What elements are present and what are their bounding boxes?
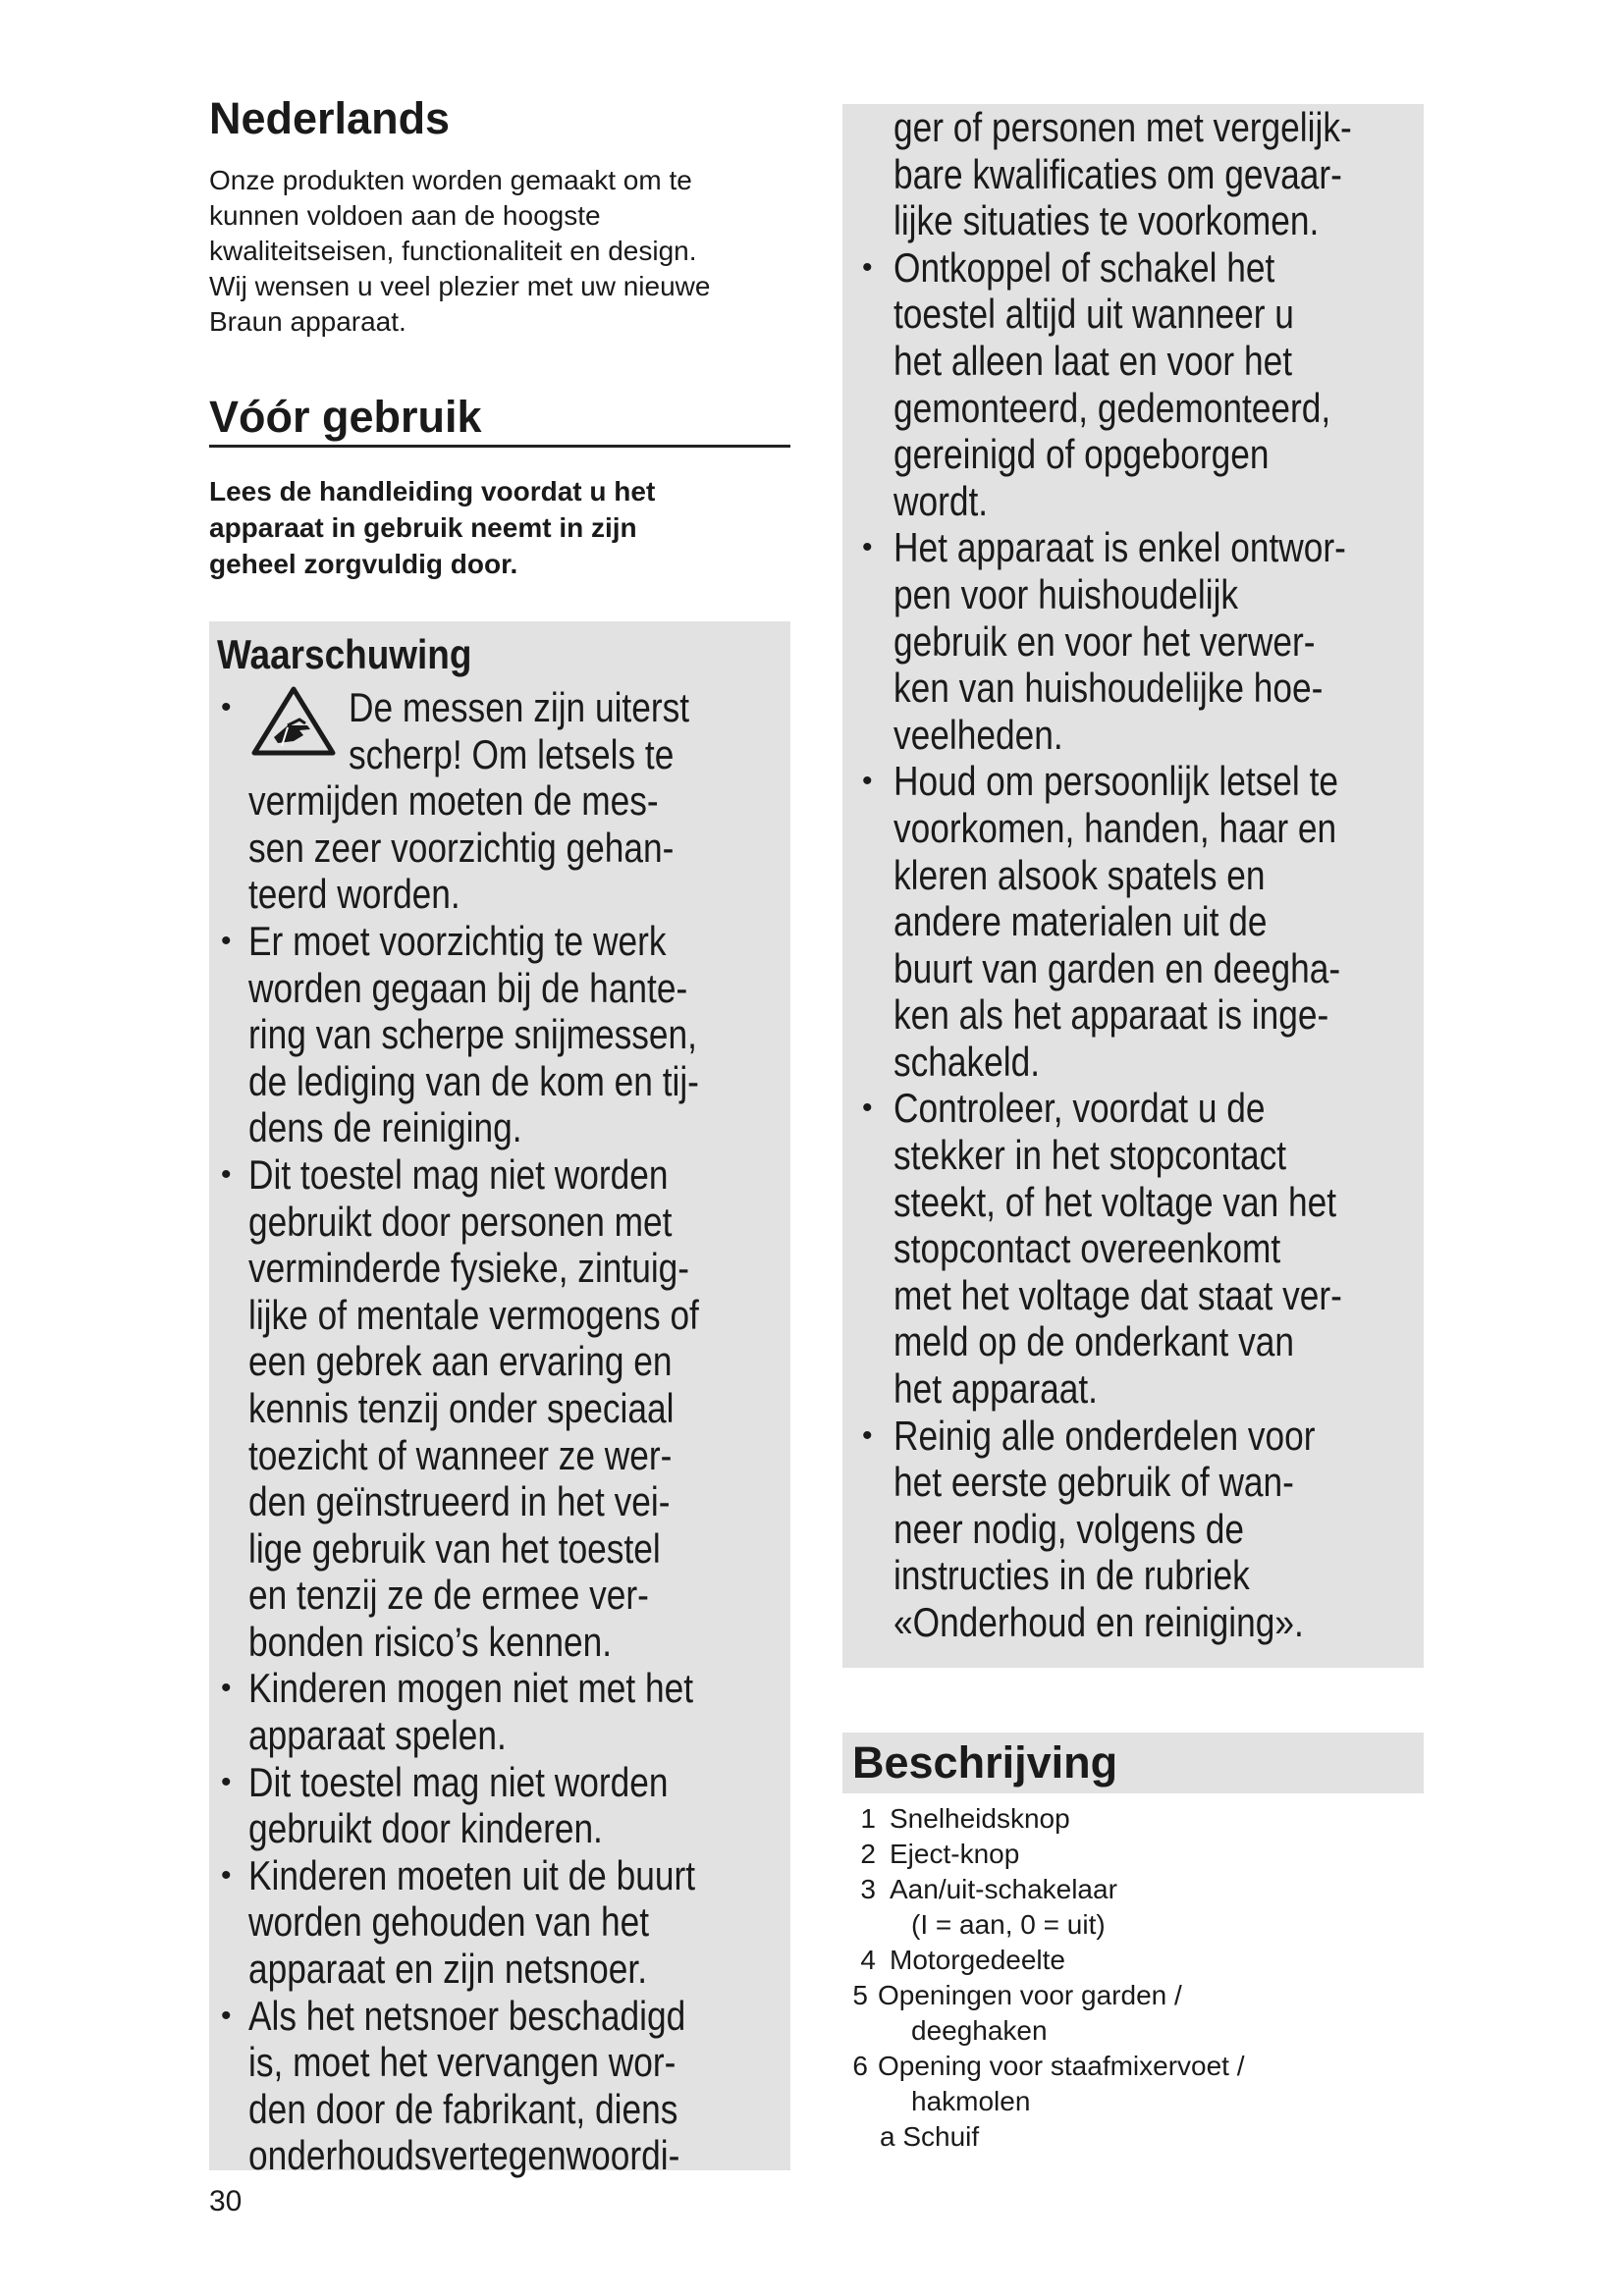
language-title: Nederlands [209, 93, 451, 143]
entry-number: 5 [852, 1980, 868, 2010]
warning-line: dens de reiniging. [248, 1104, 522, 1151]
warning-line: Er moet voorzichtig te werk [248, 917, 667, 964]
warning-line: het alleen laat en voor het [893, 337, 1293, 384]
entry-text: hakmolen [911, 2086, 1031, 2116]
warning-line: schakeld. [893, 1038, 1041, 1085]
warning-line: vermijden moeten de mes- [248, 777, 659, 825]
warning-line: stopcontact overeenkomt [893, 1225, 1281, 1272]
bullet: • [862, 250, 873, 284]
description-subentry [842, 2119, 1424, 2155]
warning-line: apparaat spelen. [248, 1712, 507, 1759]
warning-line: sen zeer voorzichtig gehan- [248, 824, 675, 871]
entry-text: deeghaken [911, 2015, 1048, 2046]
warning-line: den door de fabrikant, diens [248, 2085, 678, 2132]
description-entry [842, 2049, 1424, 2084]
intro-line: kwaliteitseisen, functionaliteit en design. [209, 235, 697, 266]
warning-text [248, 1665, 781, 1758]
entry-number: 2 [860, 1839, 876, 1869]
entry-text: Eject-knop [890, 1839, 1020, 1869]
warning-line: lijke situaties te voorkomen. [893, 197, 1320, 244]
bullet: • [221, 1858, 232, 1892]
warning-line: het apparaat. [893, 1365, 1098, 1413]
warning-item [852, 1413, 1414, 1646]
entry-text: a Schuif [880, 2121, 980, 2152]
warning-line: gemonteerd, gedemonteerd, [893, 384, 1331, 431]
warning-line: scherp! Om letsels te [349, 730, 675, 777]
entry-text: Motorgedeelte [890, 1945, 1066, 1975]
warning-line: buurt van garden en deegha- [893, 944, 1341, 991]
warning-first-lines [349, 684, 754, 777]
warning-line: steekt, of het voltage van het [893, 1178, 1337, 1225]
bullet: • [862, 531, 873, 564]
warning-line: lige gebruik van het toestel [248, 1524, 661, 1572]
warning-line: voorkomen, handen, haar en [893, 804, 1337, 851]
warning-item [217, 1852, 781, 1993]
warning-line: een gebrek aan ervaring en [248, 1338, 673, 1385]
entry-number: 4 [860, 1945, 876, 1975]
warning-line: onderhoudsvertegenwoordi- [248, 2132, 680, 2179]
lead-line: apparaat in gebruik neemt in zijn [209, 512, 637, 543]
description-entry [842, 1872, 1424, 1907]
entry-text: Openingen voor garden / [878, 1980, 1182, 2010]
description-title: Beschrijving [842, 1733, 1424, 1793]
warning-item [852, 758, 1414, 1085]
warning-line: pen voor huishoudelijk [893, 570, 1239, 617]
warning-line: meld op de onderkant van [893, 1318, 1294, 1365]
warning-line: Dit toestel mag niet worden [248, 1758, 669, 1805]
warning-line: stekker in het stopcontact [893, 1132, 1287, 1179]
warning-item [217, 918, 781, 1151]
entry-text: Opening voor staafmixervoet / [878, 2051, 1245, 2081]
warning-list [217, 684, 781, 2179]
warning-continuation [852, 104, 1414, 244]
warning-hand-icon [248, 684, 339, 759]
entry-number: 3 [860, 1874, 876, 1904]
warning-line: ring van scherpe snijmessen, [248, 1011, 697, 1058]
warning-text [248, 1151, 781, 1666]
warning-line: instructies in de rubriek [893, 1552, 1250, 1599]
warning-line: bare kwalificaties om gevaar- [893, 150, 1342, 197]
entry-text: Snelheidsknop [890, 1803, 1070, 1834]
warning-line: Houd om persoonlijk letsel te [893, 758, 1338, 805]
lead-line: Lees de handleiding voordat u het [209, 476, 656, 507]
bullet: • [221, 691, 232, 723]
warning-line: verminderde fysieke, zintuig- [248, 1245, 690, 1292]
warning-text [248, 1852, 781, 1993]
warning-line: gebruikt door personen met [248, 1198, 673, 1245]
bullet: • [862, 765, 873, 798]
warning-text [248, 777, 781, 918]
bullet: • [221, 1765, 232, 1798]
warning-line: lijke of mentale vermogens of [248, 1291, 699, 1338]
warning-line: worden gehouden van het [248, 1898, 650, 1946]
warning-item [852, 244, 1414, 525]
warning-line: Kinderen moeten uit de buurt [248, 1851, 696, 1898]
warning-item [852, 524, 1414, 758]
warning-line: met het voltage dat staat ver- [893, 1271, 1342, 1318]
warning-line: Ontkoppel of schakel het [893, 243, 1275, 291]
left-column [209, 93, 790, 2179]
warning-line: De messen zijn uiterst [349, 684, 690, 730]
warning-line: is, moet het vervangen wor- [248, 2039, 677, 2086]
warning-item [217, 1151, 781, 1666]
warning-line: andere materialen uit de [893, 898, 1268, 945]
warning-text [893, 1413, 1414, 1646]
bullet: • [221, 1672, 232, 1705]
description-entry [842, 1978, 1424, 2013]
description-entry [842, 1837, 1424, 1872]
warning-line: het eerste gebruik of wan- [893, 1459, 1294, 1506]
warning-first-row [248, 684, 781, 777]
warning-line: wordt. [893, 477, 989, 524]
bullet: • [221, 924, 232, 957]
warning-item [217, 1759, 781, 1852]
warning-line: Als het netsnoer beschadigd [248, 1992, 686, 2039]
intro-line: Braun apparaat. [209, 305, 406, 337]
description-entry-continued [842, 1907, 1424, 1943]
warning-line: gereinigd of opgeborgen [893, 431, 1270, 478]
warning-box [209, 621, 790, 2179]
warning-line: veelheden. [893, 711, 1063, 758]
warning-line: kleren alsook spatels en [893, 851, 1266, 898]
warning-line: Reinig alle onderdelen voor [893, 1412, 1316, 1459]
warning-title: Waarschuwing [217, 631, 472, 677]
description-entry [842, 1943, 1424, 1978]
warning-line: kennis tenzij onder speciaal [248, 1384, 675, 1431]
warning-line: «Onderhoud en reiniging». [893, 1599, 1304, 1645]
warning-item [217, 1665, 781, 1758]
warning-line: Het apparaat is enkel ontwor- [893, 524, 1346, 571]
bullet: • [862, 1092, 873, 1125]
warning-line: toezicht of wanneer ze wer- [248, 1431, 673, 1478]
section-title: Vóór gebruik [209, 393, 790, 449]
warning-line: en tenzij ze de ermee ver- [248, 1572, 649, 1619]
right-column [842, 104, 1424, 2155]
lead-line: geheel zorgvuldig door. [209, 549, 518, 579]
bullet: • [862, 1418, 873, 1452]
warning-line: worden gegaan bij de hante- [248, 964, 688, 1011]
warning-line: Kinderen mogen niet met het [248, 1665, 694, 1712]
description-entry-continued [842, 2084, 1424, 2119]
description-list [842, 1801, 1424, 2155]
warning-text [893, 1085, 1414, 1412]
warning-line: teerd worden. [248, 871, 460, 918]
warning-line: ken van huishoudelijke hoe- [893, 665, 1324, 712]
warning-line: ken als het apparaat is inge- [893, 991, 1329, 1039]
warning-line: gebruik en voor het verwer- [893, 617, 1316, 665]
warning-line: apparaat en zijn netsnoer. [248, 1946, 648, 1993]
lead-paragraph [209, 473, 790, 582]
bullet: • [221, 1157, 232, 1191]
intro-line: Wij wensen u veel plezier met uw nieuwe [209, 270, 711, 301]
warning-line: Controleer, voordat u de [893, 1085, 1266, 1132]
warning-line: de lediging van de kom en tij- [248, 1057, 699, 1104]
warning-text [893, 758, 1414, 1085]
entry-number: 1 [860, 1803, 876, 1834]
page-number: 30 [209, 2185, 243, 2217]
entry-text: Aan/uit-schakelaar [890, 1874, 1117, 1904]
warning-line: toestel altijd uit wanneer u [893, 291, 1294, 338]
intro-paragraph [209, 163, 790, 340]
intro-line: Onze produkten worden gemaakt om te [209, 164, 692, 195]
warning-box-continued [842, 104, 1424, 1668]
description-entry [842, 1801, 1424, 1837]
warning-text [248, 1759, 781, 1852]
warning-text [893, 244, 1414, 525]
warning-line: neer nodig, volgens de [893, 1505, 1244, 1552]
warning-line: gebruikt door kinderen. [248, 1805, 603, 1852]
entry-text: (I = aan, 0 = uit) [911, 1909, 1106, 1940]
warning-line: Dit toestel mag niet worden [248, 1150, 669, 1198]
bullet: • [221, 1999, 232, 2032]
warning-line: den geïnstrueerd in het vei- [248, 1478, 671, 1525]
intro-line: kunnen voldoen aan de hoogste [209, 199, 601, 231]
warning-text [893, 524, 1414, 758]
description-entry-continued [842, 2013, 1424, 2049]
warning-item [852, 1085, 1414, 1412]
warning-line: bonden risico’s kennen. [248, 1618, 613, 1665]
warning-line: ger of personen met vergelijk- [893, 104, 1352, 150]
warning-item [217, 1993, 781, 2179]
warning-text [248, 918, 781, 1151]
entry-number: 6 [852, 2051, 868, 2081]
warning-item [217, 684, 781, 918]
warning-text [248, 1993, 781, 2179]
